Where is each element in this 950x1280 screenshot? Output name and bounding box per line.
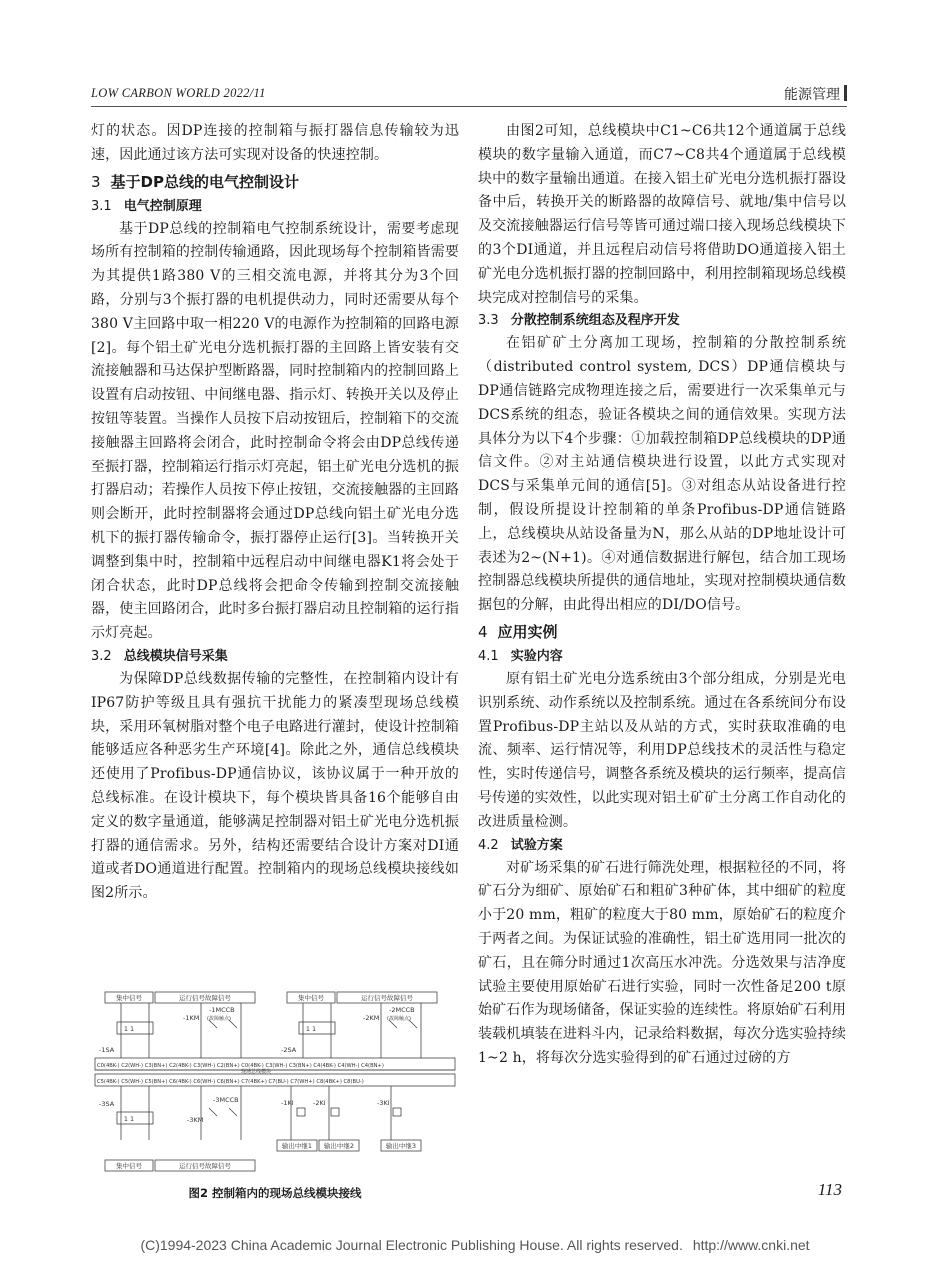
header-marker [844,85,847,101]
subsection-title: 电气控制原理 [123,198,202,214]
bus-row-1: C0(4BK-) C2(WH-) C3(BN+) C2(4BK-) C3(WH-) C2(BN+) C0(4BK-) C3(WH-) C3(BN+) C4(4BK-) C4(WH-) C4(BN+) [97,1063,384,1069]
top-label: 集中信号 [116,994,142,1002]
contact-label: 1 1 [305,1025,317,1033]
bottom-label: 运行信号故障信号 [179,1162,231,1170]
right-column [478,120,846,1071]
journal-header: LOW CARBON WORLD 2022/11 [91,86,266,100]
bottom-label: 输出中继3 [385,1142,417,1150]
breaker-label: -1MCCB [209,1006,235,1014]
subsection-4-2-heading [478,835,846,857]
relay-label: -1KI [281,1099,294,1107]
wiring-diagram [91,990,459,1180]
intro-paragraph: 灯的状态。因DP连接的控制箱与振打器信息传输较为迅速，因此通过该方法可实现对设备的快速控制。 [91,123,459,163]
subsection-title: 试验方案 [510,837,563,853]
top-label: 运行信号故障信号 [361,994,413,1002]
subsection-title: 分散控制系统组态及程序开发 [510,313,680,329]
breaker-label: -3MCCB [213,1096,239,1104]
header-rule [91,106,847,107]
section-header: 能源管理 [784,87,840,103]
subsection-3-2-heading [91,646,459,668]
aux-label: (故障触点) [207,1016,231,1022]
footer-url[interactable]: http://www.cnki.net [692,1237,810,1253]
section-number: 3 [91,172,101,191]
bottom-label: 输出中继1 [281,1142,313,1150]
section-number: 4 [478,622,488,641]
switch-label: -2SA [281,1046,297,1054]
cnki-footer [0,1237,950,1253]
page-number: 113 [817,1180,842,1199]
switch-label: -3SA [99,1100,115,1108]
subsection-number: 3.3 [478,313,499,329]
contactor-label: -2KM [363,1014,380,1022]
relay-label: -2KI [313,1099,326,1107]
bus-row-2: C5(4BK-) C5(WH-) C5(BN+) C6(4BK-) C6(WH-) C6(BN+) C7(4BK+) C7(BU-) C7(WH+) C8(4BK+) C8(BU-) [97,1079,364,1085]
figure-caption: 图2 控制箱内的现场总线模块接线 [188,1186,362,1200]
paragraph-3-2: 为保障DP总线数据传输的完整性，在控制箱内设计有IP67防护等级且具有强抗干扰能力的紧凑型现场总线模块，采用环氧树脂对整个电子电路进行灌封，使设计控制箱能够适应各种恶劣生产环境[4]。除此之外，通信总线模块还使用了Profibus-DP通信协议，该协议属于一种开放的总线标准。在设计模块下，每个模块皆具备16个能够自由定义的数字量通道，能够满足控制器对铝土矿光电分选机振打器的通信需求。另外，结构还需要结合设计方案对DI通道或者DO通道进行配置。控制箱内的现场总线模块接线如图2所示。 [91,670,459,902]
paragraph-4-2: 对矿场采集的矿石进行筛洗处理，根据粒径的不同，将矿石分为细矿、原始矿石和粗矿3种矿体，其中细矿的粒度小于20 mm，粗矿的粒度大于80 mm，原始矿石的粒度介于两者之间。为保证试验的准确性，铝土矿选用同一批次的矿石，且在筛分时通过1次高压水冲洗。分选效果与洁净度试验主要使用原始矿石进行实验，同时一次性备足200 t原始矿石作为现场储备，保证实验的连续性。将原始矿石利用装载机填装在进料斗内，记录给料数据，每次分选实验持续1~2 h，将每次分选实验得到的矿石通过过磅的方 [478,859,846,1066]
relay-label: -3KI [377,1099,390,1107]
subsection-number: 4.1 [478,648,499,664]
subsection-number: 3.2 [91,648,112,664]
module-label: 现场总线模块 [241,1069,272,1075]
section-title: 应用实例 [497,622,558,641]
breaker-label: -2MCCB [389,1006,415,1014]
subsection-number: 4.2 [478,837,499,853]
contact-label: 1 1 [123,1025,135,1033]
subsection-3-1-heading [91,196,459,218]
aux-label: (故障触点) [387,1016,411,1022]
top-label: 集中信号 [298,994,324,1002]
top-label: 运行信号故障信号 [179,994,231,1002]
switch-label: -1SA [99,1046,115,1054]
subsection-number: 3.1 [91,198,112,214]
copyright-text: (C)1994-2023 China Academic Journal Electronic Publishing House. All rights reserved. [140,1237,683,1253]
paragraph-3-1: 基于DP总线的控制箱电气控制系统设计，需要考虑现场所有控制箱的控制传输通路，因此现场每个控制箱皆需要为其提供1路380 V的三相交流电源，并将其分为3个回路，分别与3个振打器的电机提供动力，同时还需要从每个380 V主回路中取一相220 V的电源作为控制箱的回路电源[2]。每个铝土矿光电分选机振打器的主回路上皆安装有交流接触器和马达保护型断路器，同时控制箱内的控制回路上设置有启动按钮、中间继电器、指示灯、转换开关以及停止按钮等装置。当操作人员按下启动按钮后，控制箱下的交流接触器主回路将会闭合，此时控制命令将会由DP总线传递至振打器，控制箱运行指示灯亮起，铝土矿光电分选机的振打器启动；若操作人员按下停止按钮，交流接触器的主回路则会断开，此时控制器将会通过DP总线向铝土矿光电分选机下的振打器传输命令，振打器停止运行[3]。当转换开关调整到集中时，控制箱中远程启动中间继电器K1将会处于闭合状态，此时DP总线将会把命令传输到控制交流接触器，使主回路闭合，此时多台振打器启动且控制箱的运行指示灯亮起。 [91,220,459,642]
contact-label: 1 1 [123,1115,135,1123]
left-column [91,120,459,906]
figure-discussion-paragraph: 由图2可知，总线模块中C1~C6共12个通道属于总线模块的数字量输入通道，而C7~C8共4个通道属于总线模块中的数字量输出通道。在接入铝土矿光电分选机振打器设备中后，转换开关的断路器的故障信号、就地/集中信号以及交流接触器运行信号等皆可通过端口接入现场总线模块下的3个DI通道，并且远程启动信号将借助DO通道接入铝土矿光电分选机振打器的控制回路中，利用控制箱现场总线模块完成对控制信号的采集。 [478,123,846,306]
bottom-label: 集中信号 [116,1162,142,1170]
section-3-heading [91,170,459,194]
contactor-label: -3KM [187,1116,204,1124]
bottom-label: 输出中继2 [323,1142,355,1150]
subsection-4-1-heading [478,646,846,668]
paragraph-3-3: 在铝矿矿土分离加工现场，控制箱的分散控制系统（distributed control system, DCS）DP通信模块与DP通信链路完成物理连接之后，需要进行一次采集单元与DCS系统的组态，验证各模块之间的通信效果。实现方法具体分为以下4个步骤：①加载控制箱DP总线模块的DP通信文件。②对主站通信模块进行设置，以此方式实现对DCS与采集单元间的通信[5]。③对组态从站设备进行控制，假设所提设计控制箱的单条Profibus-DP通信链路上，总线模块从站设备量为N，那么从站的DP地址设计可表述为2~(N+1)。④对通信数据进行解包，结合加工现场控制器总线模块所提供的通信地址，实现对控制模块通信数据包的分解，由此得出相应的DI/DO信号。 [478,335,846,614]
figure-2 [91,990,459,1184]
contactor-label: -1KM [183,1014,200,1022]
section-title: 基于DP总线的电气控制设计 [110,172,299,191]
section-4-heading [478,620,846,644]
subsection-title: 总线模块信号采集 [123,648,228,664]
paragraph-4-1: 原有铝土矿光电分选系统由3个部分组成，分别是光电识别系统、动作系统以及控制系统。通过在各系统间分布设置Profibus-DP主站以及从站的方式，实时获取准确的电流、频率、运行情况等，利用DP总线技术的灵活性与稳定性，实时传递信号，调整各系统及模块的运行频率，提高信号传递的实效性，以此实现对铝土矿矿土分离工作自动化的改进质量检测。 [478,670,846,830]
subsection-title: 实验内容 [510,648,563,664]
subsection-3-3-heading [478,310,846,332]
